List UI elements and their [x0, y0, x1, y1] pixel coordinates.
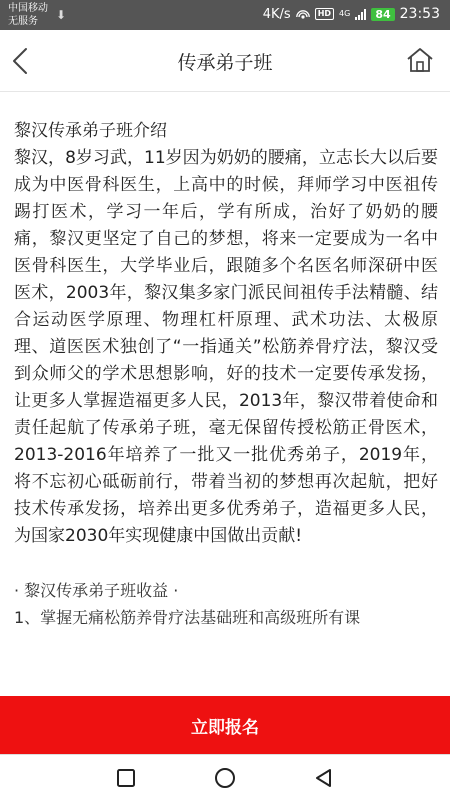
carrier-name: 中国移动 — [8, 3, 48, 14]
hd-badge: HD — [315, 8, 334, 20]
system-nav-bar — [0, 754, 450, 800]
intro-heading: 黎汉传承弟子班介绍 — [14, 121, 167, 141]
carrier-info — [8, 2, 48, 28]
battery-icon: 84 — [371, 8, 394, 21]
benefits-heading: · 黎汉传承弟子班收益 · — [14, 581, 179, 600]
network-type: 4G — [339, 9, 351, 18]
house-icon[interactable] — [406, 46, 434, 74]
status-bar — [0, 0, 450, 30]
hotspot-icon — [296, 8, 310, 20]
signup-button-label: 立即报名 — [191, 717, 259, 738]
signup-button[interactable] — [0, 696, 450, 754]
article-content[interactable] — [14, 118, 438, 696]
triangle-back-icon[interactable] — [313, 767, 335, 789]
square-recent-apps-icon[interactable] — [115, 767, 137, 789]
circle-home-icon[interactable] — [214, 767, 236, 789]
benefit-item: 1、掌握无痛松筋养骨疗法基础班和高级班所有课 — [14, 608, 361, 627]
app-header — [0, 30, 450, 92]
service-status: 无服务 — [8, 16, 38, 27]
network-speed: 4K/s — [262, 6, 291, 22]
signal-icon — [355, 8, 366, 20]
intro-body: 黎汉，8岁习武，11岁因为奶奶的腰痛，立志长大以后要成为中医骨科医生，上高中的时候，拜师学习中医祖传踢打医术，学习一年后，学有所成，治好了奶奶的腰痛，黎汉更坚定了自己的梦想，将来一定要成为一名中医骨科医生，大学毕业后，跟随多个名医名师深研中医医术，2003年，黎汉集多家门派民间祖传手法精髓、结合运动医学原理、物理杠杆原理、武术功法、太极原理、道医医术独创了“一指通关”松筋养骨疗法，黎汉受到众师父的学术思想影响，好的技术一定要传承发扬，让更多人掌握造福更多人民，2013年，黎汉带着使命和责任起航了传承弟子班，毫无保留传授松筋正骨医术，2013-2016年培养了一批又一批优秀弟子，2019年，将不忘初心砥砺前行，带着当初的梦想再次起航，把好技术传承发扬，培养出更多优秀弟子，造福更多人民，为国家2030年实现健康中国做出贡献! — [14, 148, 438, 546]
status-indicators — [263, 6, 440, 22]
usb-icon: ⬇ — [56, 8, 67, 22]
clock: 23:53 — [399, 6, 440, 22]
page-title: 传承弟子班 — [177, 52, 273, 74]
